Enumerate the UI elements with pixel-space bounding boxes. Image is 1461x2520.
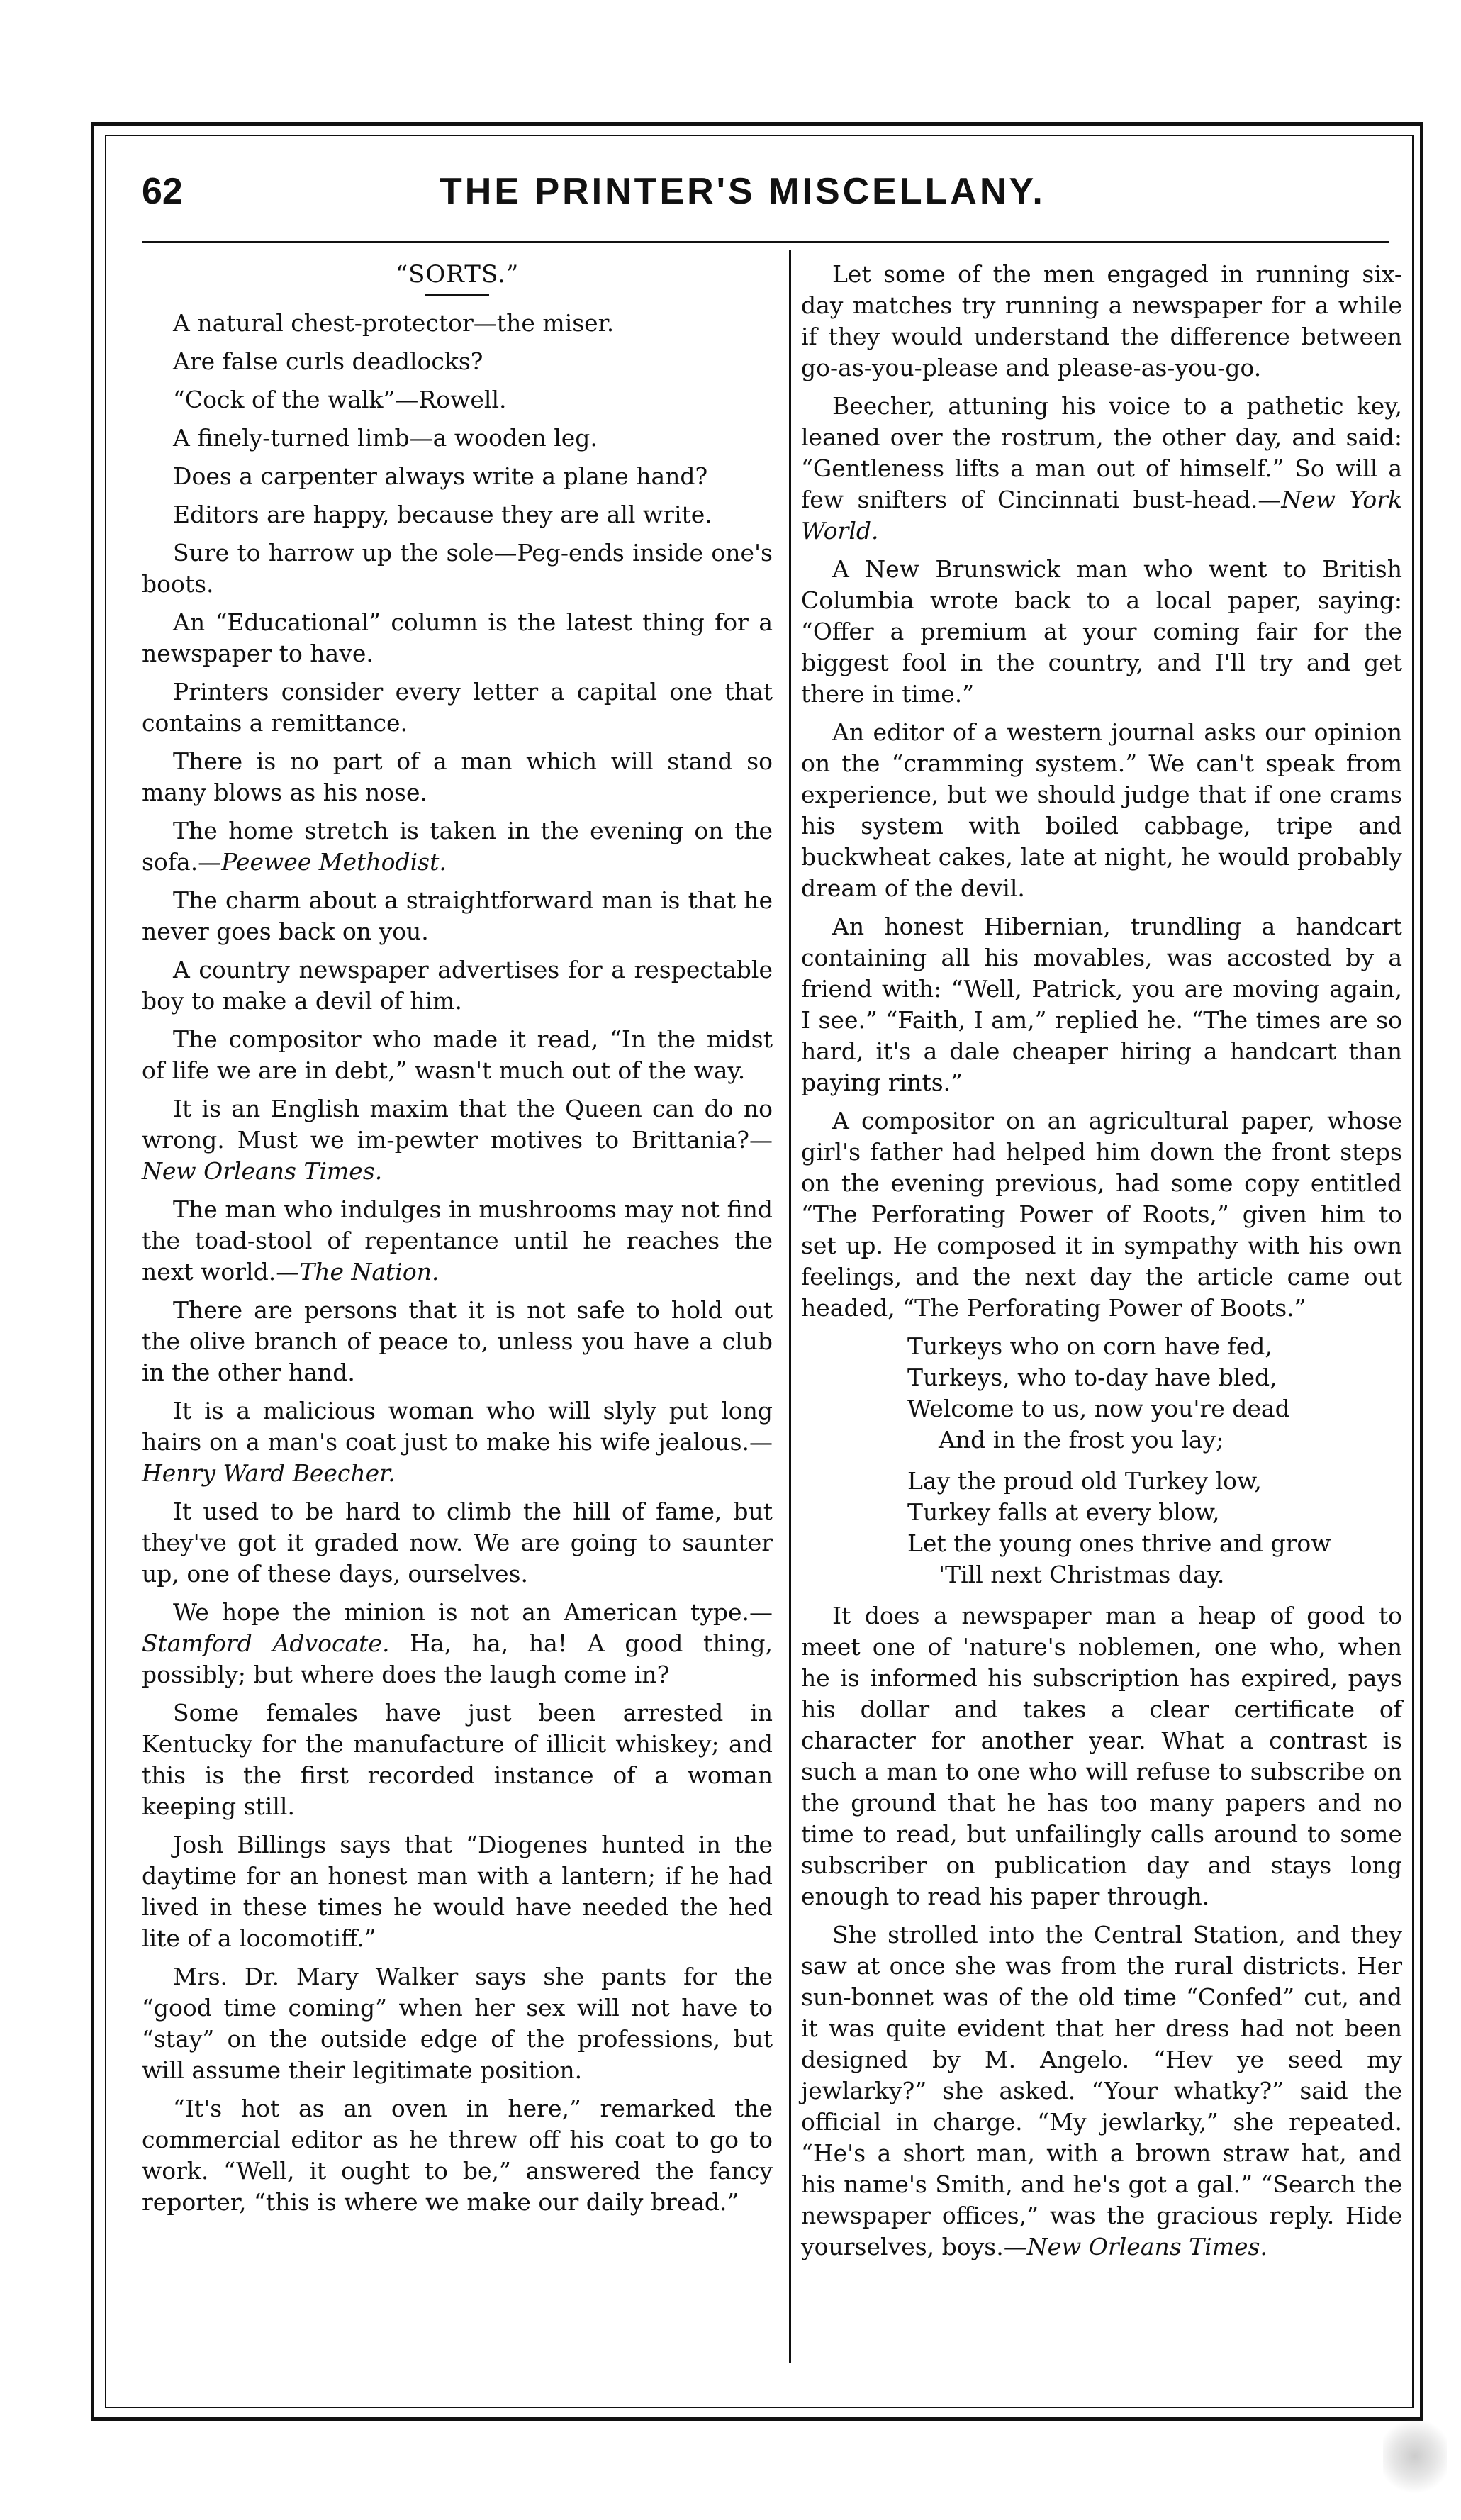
attribution: New Orleans Times. — [142, 1157, 383, 1185]
poem-line: Turkeys, who to-day have bled, — [907, 1364, 1277, 1391]
attribution: New Orleans Times. — [1026, 2233, 1267, 2260]
paragraph-text: It is an English maxim that the Queen can do no wrong. Must we im-pewter motives to Brittania?— — [142, 1095, 773, 1154]
paragraph-text: She strolled into the Central Station, and they saw at once she was from the rural districts. Her sun-bonnet was of the old time “Confed” cut, and it was quite evident that her dress had not been designed by M. Angelo. “Hev ye seed my jewlarky?” she asked. “Your whatky?” said the official in charge. “My jewlarky,” she repeated. “He's a short man, with a brown straw hat, and his name's Smith, and he's got a gal.” “Search the newspaper offices,” was the gracious reply. Hide yourselves, boys.— — [801, 1921, 1402, 2260]
poem-line: Let the young ones thrive and grow — [907, 1529, 1331, 1557]
paragraph: Editors are happy, because they are all write. — [173, 501, 712, 528]
paragraph-text: The home stretch is taken in the evening on the sofa.— — [142, 817, 773, 876]
paragraph-text: It is a malicious woman who will slyly put long hairs on a man's coat just to make his wife jealous.— — [142, 1397, 773, 1456]
poem — [907, 1331, 1402, 1590]
paragraph: A finely-turned limb—a wooden leg. — [173, 424, 598, 452]
left-column — [142, 259, 773, 2225]
paragraph: The compositor who made it read, “In the midst of life we are in debt,” wasn't much out of the way. — [142, 1025, 773, 1084]
paragraph-text: Beecher, attuning his voice to a pathetic key, leaned over the rostrum, the other day, and said: “Gentleness lifts a man out of himself.” So will a few snifters of Cincinnati bust-head.— — [801, 392, 1402, 513]
attribution: Henry Ward Beecher. — [142, 1459, 396, 1487]
paragraph — [142, 1597, 773, 1690]
header-rule — [142, 241, 1389, 243]
paragraph: A natural chest-protector—the miser. — [173, 309, 615, 337]
paragraph — [142, 1194, 773, 1288]
poem-line: Lay the proud old Turkey low, — [907, 1467, 1262, 1495]
paragraph — [801, 391, 1402, 547]
paragraph: A New Brunswick man who went to British Columbia wrote back to a local paper, saying: “Offer a premium at your coming fair for the biggest fool in the country, and I'll try and get there in time.” — [801, 555, 1402, 708]
paragraph: There are persons that it is not safe to hold out the olive branch of peace to, unless you have a club in the other hand. — [142, 1296, 773, 1386]
paragraph: Let some of the men engaged in running six-day matches try running a newspaper for a while if they would understand the difference between go-as-you-please and please-as-you-go. — [801, 260, 1402, 381]
paragraph: An editor of a western journal asks our opinion on the “cramming system.” We can't speak from experience, but we should judge that if one crams his system with boiled cabbage, tripe and buckwheat cakes, late at night, he would probably dream of the devil. — [801, 718, 1402, 902]
paragraph: Printers consider every letter a capital one that contains a remittance. — [142, 678, 773, 737]
paragraph: Sure to harrow up the sole—Peg-ends inside one's boots. — [142, 539, 773, 598]
stanza-gap — [907, 1456, 1402, 1466]
paragraph: Does a carpenter always write a plane hand? — [173, 462, 708, 490]
poem-line: Turkeys who on corn have fed, — [907, 1332, 1272, 1360]
paragraph: A compositor on an agricultural paper, whose girl's father had helped him down the front steps on the evening previous, had some copy entitled “The Perforating Power of Roots,” given him to set up. He composed it in sympathy with his own feelings, and the next day the article came out headed, “The Perforating Power of Boots.” — [801, 1107, 1402, 1322]
paragraph: A country newspaper advertises for a respectable boy to make a devil of him. — [142, 956, 773, 1015]
paragraph: Some females have just been arrested in Kentucky for the manufacture of illicit whiskey; and this is the first recorded instance of a woman keeping still. — [142, 1699, 773, 1820]
paragraph — [142, 1093, 773, 1187]
right-column — [801, 259, 1402, 2270]
paragraph: There is no part of a man which will stand so many blows as his nose. — [142, 747, 773, 806]
paragraph: An “Educational” column is the latest thing for a newspaper to have. — [142, 608, 773, 667]
title-rule — [425, 294, 489, 296]
attribution: Stamford Advocate. — [142, 1629, 390, 1657]
paragraph — [142, 1395, 773, 1489]
paragraph: “Cock of the walk”—Rowell. — [173, 386, 507, 413]
running-title: THE PRINTER'S MISCELLANY. — [440, 171, 1046, 212]
page-number: 62 — [142, 171, 183, 212]
attribution: New York World. — [801, 486, 1402, 545]
poem-line: And in the frost you lay; — [939, 1426, 1224, 1454]
paragraph — [801, 1919, 1402, 2263]
paper-smudge — [1383, 2414, 1447, 2499]
paragraph: Mrs. Dr. Mary Walker says she pants for the “good time coming” when her sex will not have to “stay” on the outside edge of the professions, but will assume their legitimate position. — [142, 1963, 773, 2084]
paragraph: Josh Billings says that “Diogenes hunted in the daytime for an honest man with a lantern; if he had lived in these times he would have needed the hed lite of a locomotiff.” — [142, 1831, 773, 1952]
poem-line: Turkey falls at every blow, — [907, 1498, 1220, 1526]
paragraph: The charm about a straightforward man is that he never goes back on you. — [142, 886, 773, 945]
poem-line: Welcome to us, now you're dead — [907, 1395, 1290, 1422]
running-header — [142, 170, 1389, 227]
column-divider — [789, 250, 791, 2363]
paragraph: It does a newspaper man a heap of good to meet one of 'nature's noblemen, one who, when he is informed his subscription has expired, pays his dollar and takes a clear certificate of character for another year. What a contrast is such a man to one who will refuse to subscribe on the ground that he has too many papers and no time to read, but unfailingly calls around to some subscriber on publication day and stays long enough to read his paper through. — [801, 1602, 1402, 1910]
paragraph — [142, 815, 773, 878]
poem-line: 'Till next Christmas day. — [939, 1561, 1225, 1588]
paragraph-text: The man who indulges in mushrooms may not find the toad-stool of repentance until he reaches the next world.— — [142, 1195, 773, 1286]
attribution: Peewee Methodist. — [221, 848, 447, 876]
attribution: The Nation. — [299, 1258, 440, 1286]
paragraph: An honest Hibernian, trundling a handcart containing all his movables, was accosted by a friend with: “Well, Patrick, you are moving again, I see.” “Faith, I am,” replied he. “The times are so hard, it's a dale cheaper hiring a handcart than paying rints.” — [801, 913, 1402, 1096]
section-title: “SORTS.” — [395, 260, 520, 289]
paragraph: “It's hot as an oven in here,” remarked the commercial editor as he threw off his coat to go to work. “Well, it ought to be,” answered the fancy reporter, “this is where we make our daily bread.” — [142, 2095, 773, 2216]
paragraph: It used to be hard to climb the hill of fame, but they've got it graded now. We are going to saunter up, one of these days, ourselves. — [142, 1498, 773, 1588]
paragraph-text: We hope the minion is not an American type.— — [173, 1598, 773, 1626]
paragraph-text: Ha, ha, ha! A good thing, possibly; but where does the laugh come in? — [142, 1629, 773, 1688]
paragraph: Are false curls deadlocks? — [173, 347, 483, 375]
